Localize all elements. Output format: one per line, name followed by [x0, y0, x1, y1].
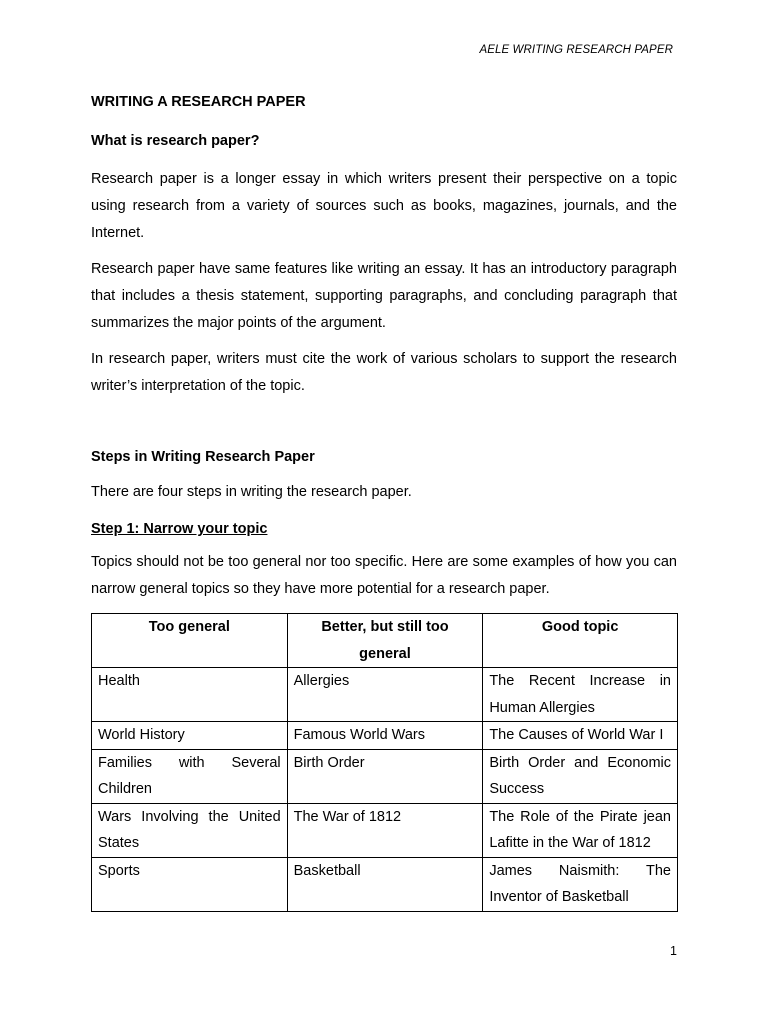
section-heading-steps: Steps in Writing Research Paper: [91, 449, 315, 465]
table-header-row: [92, 614, 678, 668]
table-cell: The Causes of World War I: [483, 722, 678, 750]
table-row: [92, 857, 678, 911]
section-heading-what-is: What is research paper?: [91, 133, 260, 149]
table-cell: Families with Several Children: [92, 749, 288, 803]
table-cell: Birth Order: [287, 749, 483, 803]
document-body: [91, 92, 677, 912]
table-row: [92, 668, 678, 722]
document-title: WRITING A RESEARCH PAPER: [91, 94, 306, 110]
table-cell: Allergies: [287, 668, 483, 722]
paragraph: Research paper have same features like writing an essay. It has an introductory paragraph that includes a thesis statement, supporting paragraphs, and concluding paragraph that summarizes the major points of the argument.: [91, 261, 677, 331]
steps-intro: There are four steps in writing the research paper.: [91, 484, 412, 500]
step1-text: Topics should not be too general nor too specific. Here are some examples of how you can narrow general topics so they have more potential for a research paper.: [91, 554, 677, 597]
running-header: AELE WRITING RESEARCH PAPER: [479, 44, 673, 56]
table-cell: Sports: [92, 857, 288, 911]
table-cell: Basketball: [287, 857, 483, 911]
spacer: [91, 409, 677, 447]
table-cell: James Naismith: The Inventor of Basketball: [483, 857, 678, 911]
table-cell: Birth Order and Economic Success: [483, 749, 678, 803]
step1-heading: Step 1: Narrow your topic: [91, 521, 268, 537]
table-row: [92, 803, 678, 857]
table-cell: Health: [92, 668, 288, 722]
column-header-too-general: Too general: [92, 614, 288, 668]
topics-table: [91, 613, 678, 912]
table-row: [92, 722, 678, 750]
table-cell: The Recent Increase in Human Allergies: [483, 668, 678, 722]
table-cell: Wars Involving the United States: [92, 803, 288, 857]
paragraph: Research paper is a longer essay in which writers present their perspective on a topic using research from a variety of sources such as books, magazines, journals, and the Internet.: [91, 171, 677, 241]
column-header-good-topic: Good topic: [483, 614, 678, 668]
table-row: [92, 749, 678, 803]
table-cell: Famous World Wars: [287, 722, 483, 750]
column-header-better: Better, but still too general: [287, 614, 483, 668]
paragraph: In research paper, writers must cite the work of various scholars to support the research writer’s interpretation of the topic.: [91, 351, 677, 394]
table-cell: The War of 1812: [287, 803, 483, 857]
table-cell: The Role of the Pirate jean Lafitte in the War of 1812: [483, 803, 678, 857]
page-number: 1: [670, 944, 677, 958]
table-cell: World History: [92, 722, 288, 750]
